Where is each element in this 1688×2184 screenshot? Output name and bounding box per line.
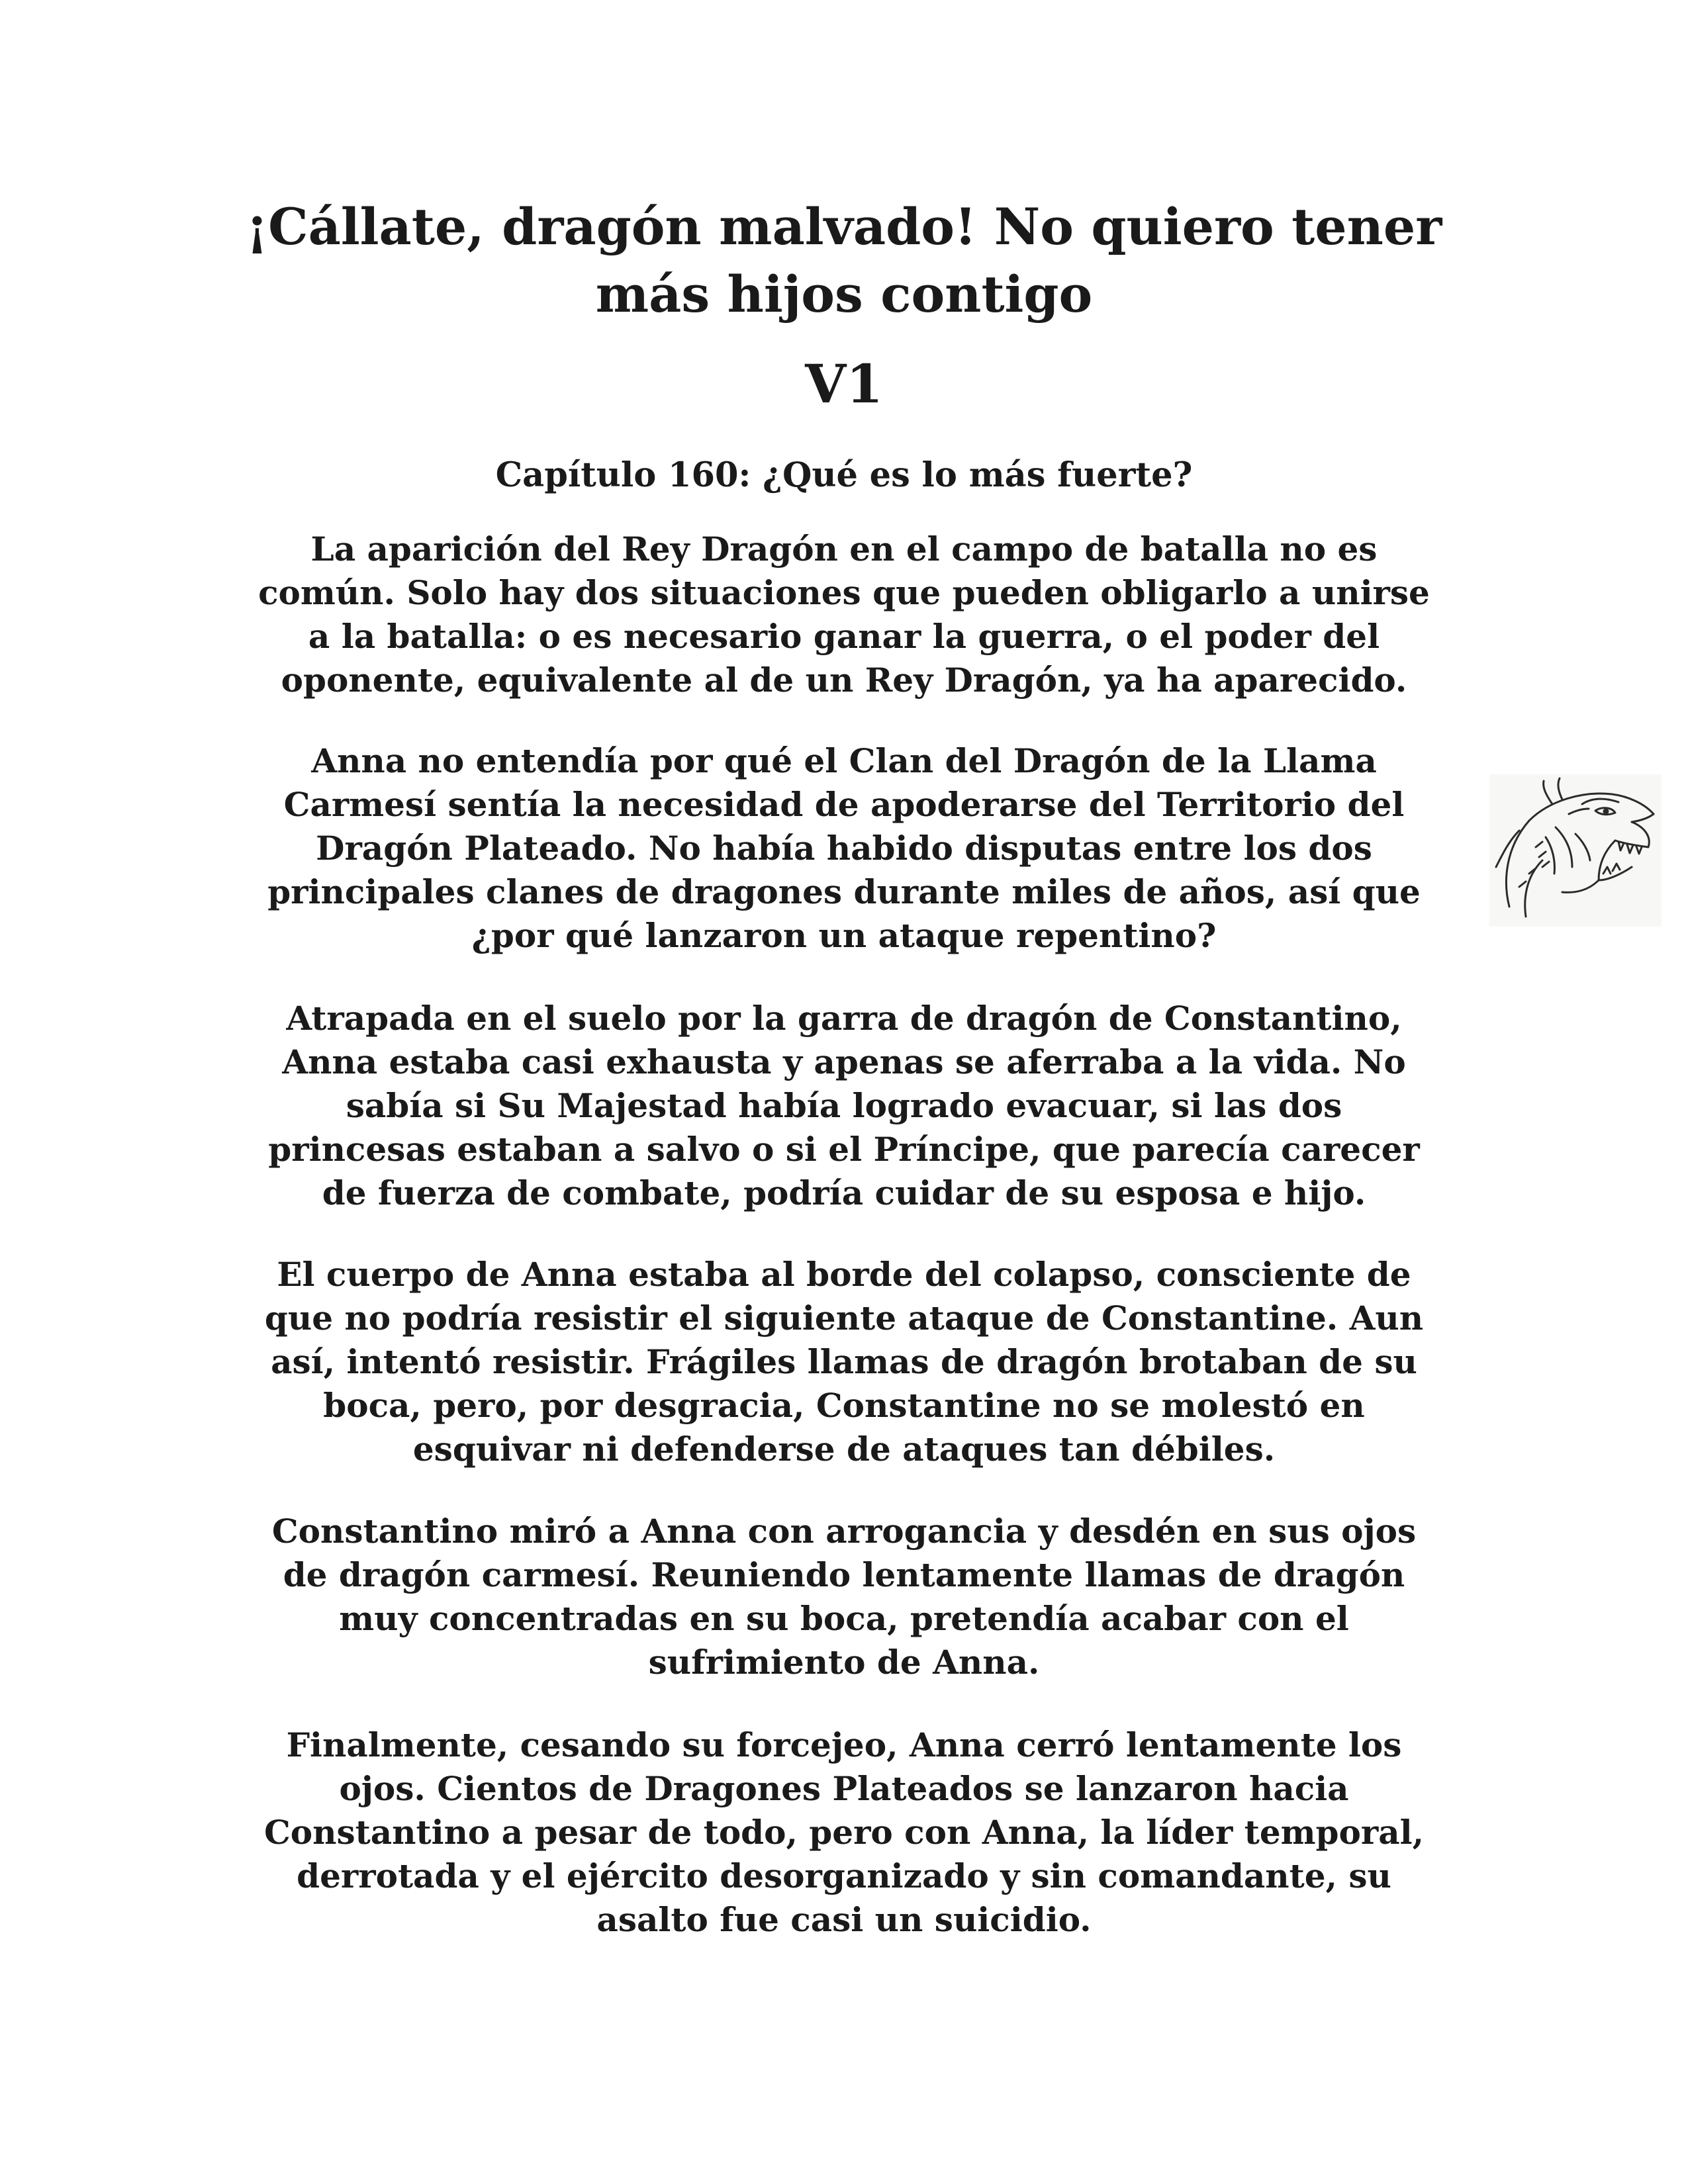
title-line-1: ¡Cállate, dragón malvado! No quiero tener xyxy=(246,197,1442,256)
dragon-head-sketch-icon xyxy=(1489,774,1662,927)
paragraph-1 xyxy=(218,527,1470,702)
paragraph-line: Constantino miró a Anna con arrogancia y desdén en sus ojos xyxy=(271,1512,1417,1551)
paragraph-line: derrotada y el ejército desorganizado y sin comandante, su xyxy=(297,1856,1391,1895)
paragraph-line: de dragón carmesí. Reuniendo lentamente llamas de dragón xyxy=(283,1555,1405,1594)
title-line-2: más hijos contigo xyxy=(595,265,1093,324)
paragraph-line: La aparición del Rey Dragón en el campo de batalla no es xyxy=(310,529,1378,569)
document-page xyxy=(218,0,1470,2184)
paragraph-line: Anna estaba casi exhausta y apenas se aferraba a la vida. No xyxy=(282,1042,1406,1081)
paragraph-line: muy concentradas en su boca, pretendía acabar con el xyxy=(339,1599,1349,1638)
paragraph-line: que no podría resistir el siguiente ataque de Constantine. Aun xyxy=(264,1298,1424,1338)
paragraph-line: común. Solo hay dos situaciones que pueden obligarlo a unirse xyxy=(258,573,1430,612)
paragraph-6 xyxy=(218,1723,1470,1942)
paragraph-line: oponente, equivalente al de un Rey Dragón, ya ha aparecido. xyxy=(281,660,1407,700)
paragraph-line: de fuerza de combate, podría cuidar de su esposa e hijo. xyxy=(322,1173,1366,1212)
paragraph-line: así, intentó resistir. Frágiles llamas de dragón brotaban de su xyxy=(271,1342,1417,1381)
paragraph-3 xyxy=(218,997,1470,1215)
chapter-heading: Capítulo 160: ¿Qué es lo más fuerte? xyxy=(495,455,1193,495)
paragraph-5 xyxy=(218,1510,1470,1684)
paragraph-line: Constantino a pesar de todo, pero con Anna, la líder temporal, xyxy=(263,1813,1425,1852)
paragraph-line: Atrapada en el suelo por la garra de dragón de Constantino, xyxy=(286,999,1402,1038)
paragraph-line: El cuerpo de Anna estaba al borde del colapso, consciente de xyxy=(277,1255,1411,1294)
paragraph-4 xyxy=(218,1253,1470,1471)
paragraph-line: Carmesí sentía la necesidad de apoderarse del Territorio del xyxy=(283,785,1405,824)
paragraph-line: principales clanes de dragones durante miles de años, así que xyxy=(267,872,1421,911)
paragraph-line: a la batalla: o es necesario ganar la guerra, o el poder del xyxy=(308,617,1380,656)
paragraph-line: ojos. Cientos de Dragones Plateados se lanzaron hacia xyxy=(339,1769,1349,1808)
volume-label: V1 xyxy=(805,353,883,415)
paragraph-line: Anna no entendía por qué el Clan del Dragón de la Llama xyxy=(311,741,1377,780)
paragraph-line: sabía si Su Majestad había logrado evacuar, si las dos xyxy=(346,1086,1342,1125)
document-title xyxy=(218,193,1470,328)
paragraph-line: asalto fue casi un suicidio. xyxy=(596,1900,1092,1939)
paragraph-line: sufrimiento de Anna. xyxy=(648,1643,1040,1682)
paragraph-line: esquivar ni defenderse de ataques tan débiles. xyxy=(412,1430,1276,1469)
paragraph-line: princesas estaban a salvo o si el Príncipe, que parecía carecer xyxy=(268,1130,1420,1169)
paragraph-line: boca, pero, por desgracia, Constantine no se molestó en xyxy=(323,1386,1365,1425)
paragraph-2 xyxy=(218,739,1470,958)
paragraph-line: ¿por qué lanzaron un ataque repentino? xyxy=(471,916,1217,955)
paragraph-line: Finalmente, cesando su forcejeo, Anna cerró lentamente los xyxy=(286,1725,1402,1764)
paragraph-line: Dragón Plateado. No había habido disputas entre los dos xyxy=(316,829,1372,868)
